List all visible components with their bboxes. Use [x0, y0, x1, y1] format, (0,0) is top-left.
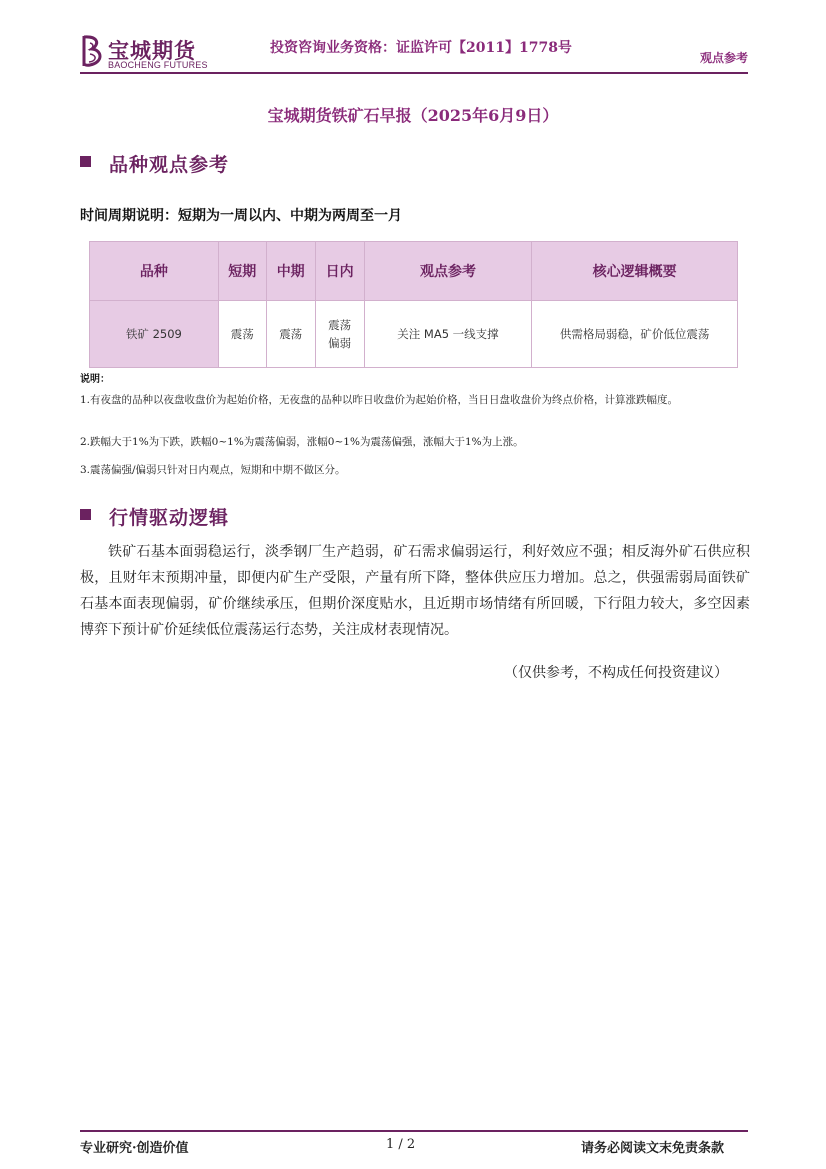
cell-intraday	[315, 301, 364, 368]
section-title: 行情驱动逻辑	[109, 507, 230, 529]
market-logic-paragraph: 铁矿石基本面弱稳运行，淡季钢厂生产趋弱，矿石需求偏弱运行，利好效应不强；相反海外矿石供应积极，且财年末预期冲量，即便内矿生产受限，产量有所下降，整体供应压力增加。总之，供强需弱局面铁矿石基本面表现偏弱，矿价继续承压，但期价深度贴水，且近期市场情绪有所回暖，下行阻力较大，多空因素博弈下预计矿价延续低位震荡运行态势，关注成材表现情况。	[80, 544, 750, 638]
note-item-2: 2.跌幅大于1%为下跌，跌幅0~1%为震荡偏弱，涨幅0~1%为震荡偏强，涨幅大于1%为上涨。	[80, 436, 524, 448]
cell-view: 关注 MA5 一线支撑	[364, 301, 532, 368]
footer-slogan: 专业研究·创造价值	[80, 1141, 189, 1156]
cell-logic: 供需格局弱稳，矿价低位震荡	[532, 301, 738, 368]
table-header-row	[90, 242, 738, 301]
logo-text-cn: 宝城期货	[108, 39, 196, 63]
col-header-view: 观点参考	[364, 242, 532, 301]
col-header-intraday: 日内	[315, 242, 364, 301]
views-table	[89, 241, 738, 368]
col-header-mid: 中期	[266, 242, 315, 301]
logo-text-en: BAOCHENG FUTURES	[108, 60, 208, 70]
table-row	[90, 301, 738, 368]
square-bullet-icon	[80, 156, 91, 167]
col-header-short: 短期	[218, 242, 266, 301]
section-title: 品种观点参考	[109, 154, 230, 176]
square-bullet-icon	[80, 509, 91, 520]
col-header-variety: 品种	[90, 242, 219, 301]
reference-disclaimer: （仅供参考，不构成任何投资建议）	[504, 665, 728, 681]
footer-disclaimer-link[interactable]: 请务必阅读文末免责条款	[580, 1141, 724, 1156]
col-header-logic: 核心逻辑概要	[532, 242, 738, 301]
header-tag: 观点参考	[699, 51, 748, 65]
note-item-1: 1.有夜盘的品种以夜盘收盘价为起始价格，无夜盘的品种以昨日收盘价为起始价格，当日日盘收盘价为终点价格，计算涨跌幅度。	[80, 394, 679, 406]
page-number: 1 / 2	[386, 1137, 416, 1152]
brand-logo	[80, 34, 210, 74]
note-item-3: 3.震荡偏强/偏弱只针对日内观点，短期和中期不做区分。	[80, 464, 346, 476]
document-title: 宝城期货铁矿石早报（2025年6月9日）	[267, 106, 559, 125]
cell-intraday-text: 震荡偏弱	[328, 318, 352, 350]
notes-heading: 说明：	[80, 374, 110, 385]
cell-short: 震荡	[218, 301, 266, 368]
cell-variety: 铁矿 2509	[90, 301, 219, 368]
footer-divider	[80, 1130, 748, 1132]
header-divider	[80, 72, 748, 74]
license-text: 投资咨询业务资格：证监许可【2011】1778号	[270, 40, 572, 56]
cell-mid: 震荡	[266, 301, 315, 368]
logo-b-icon	[80, 34, 106, 68]
period-note: 时间周期说明：短期为一周以内、中期为两周至一月	[80, 208, 402, 224]
